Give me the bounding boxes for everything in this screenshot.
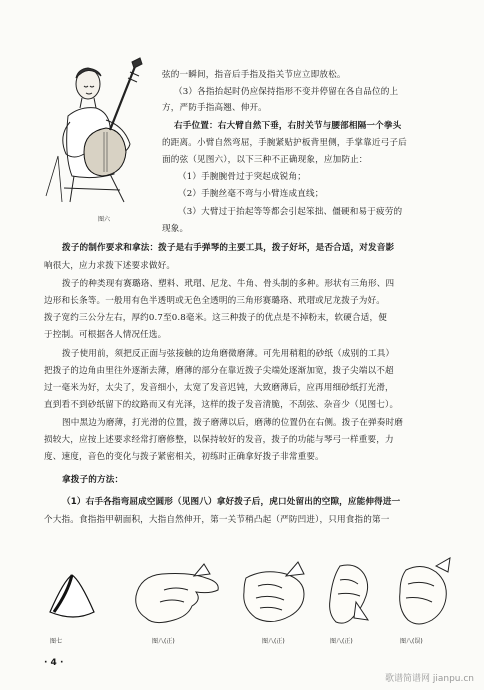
text-line: 方，严防手指高翘、伸开。 [162, 103, 267, 113]
figure-8d-caption: 图八(误) [400, 638, 423, 645]
text-line: 拨子的制作要求和拿法：拨子是右手弹琴的主要工具，拨子好坏，是否合适，对发音影 [62, 243, 395, 253]
text-line: 直到看不到砂纸留下的纹路而又有光泽，这样的拨子发音清脆，不刮弦、杂音少（见图七）。 [44, 400, 399, 410]
text-line: 边形和长条等。一般用有色半透明或无色全透明的三角形赛璐珞、玳瑁或尼龙拨子为好。 [44, 296, 386, 306]
text-line: 拨子宽约三公分左右，厚约0.7至0.8毫米。这三种拨子的优点是不掉粉末，软硬合适，便 [44, 313, 388, 323]
figure-row [30, 552, 470, 644]
hand-holding-pick-wrong [392, 556, 462, 636]
text-line: 度、速度，音色的变化与拨子紧密相关，初练时正确拿好拨子非常重要。 [44, 452, 324, 462]
text-line: 把拨子的边角由里往外逐渐去薄，磨薄的部分在靠近拨子尖端处逐渐加宽，拨子尖端以不超 [44, 366, 394, 376]
text-line: （1）右手各指弯屈成空圆形（见图八）拿好拨子后，虎口处留出的空隙，应能伸得进一 [62, 497, 401, 507]
text-line: （1）手腕腕骨过于突起成锐角； [178, 172, 307, 182]
text-line: 拿拨子的方法： [62, 475, 124, 485]
text-line: 面的弦（见图六），以下三种不正确现象，应加防止： [162, 155, 368, 165]
figure-8a-caption: 图八(正) [152, 638, 175, 645]
figure-6-pipa-player [44, 56, 156, 206]
figure-8c-caption: 图八(正) [330, 638, 353, 645]
text-line: 的距离。小臂自然弯屈，手腕紧贴护板背里侧，手掌靠近弓子后 [162, 138, 407, 148]
text-line: （3）大臂过于抬起等等都会引起笨拙、僵硬和易于疲劳的 [178, 207, 403, 217]
hand-holding-pick-2 [234, 556, 318, 632]
text-line: （2）手腕丝毫不弯与小臂连成直线； [178, 189, 324, 199]
text-line: 弦的一瞬间，指音后手指及指关节应立即放松。 [162, 70, 346, 80]
text-line: 拨子的种类现有赛璐珞、塑料、玳瑁、尼龙、牛角、骨头制的多种。形状有三角形、四 [62, 279, 395, 289]
text-line: 损较大，应按上述要求经常打磨修整，以保持较好的发音，拨子的功能与琴弓一样重要，力 [44, 435, 394, 445]
text-line: 个大指。食指指甲朝面积，大指自然伸开，第一关节稍凸起（严防凹进），只用食指的第一 [44, 515, 390, 525]
hand-holding-pick-1 [130, 556, 226, 632]
watermark: 歌谱简谱网 jianpu.cn [384, 674, 474, 684]
text-line: 图中黑边为磨薄，打光滑的位置，拨子磨薄以后，磨薄的位置仍在右侧。拨子在弹奏时磨 [62, 418, 404, 428]
page-number: · 4 · [44, 658, 64, 668]
pipa-player-illustration [44, 56, 156, 206]
text-line: 拨子使用前，须把反正面与弦接触的边角磨微磨薄。可先用稍粗的砂纸（成别的工具） [62, 349, 395, 359]
text-line: （3）各指抬起时仍应保持指形不变并停留在各自品位的上 [174, 87, 399, 97]
figure-7-caption: 图七 [50, 638, 63, 645]
text-line: 响很大，应力求拨下述要求做好。 [44, 261, 176, 271]
hand-holding-pick-3 [320, 556, 386, 636]
figure-6-caption: 图六 [98, 216, 111, 223]
text-line: 右手位置：右大臂自然下垂，右肘关节与腰部相隔一个拳头 [174, 121, 402, 131]
text-line: 于控制。可根据各人情况任选。 [44, 330, 167, 340]
text-line: 现象。 [162, 224, 189, 234]
triangle-pick-illustration [44, 572, 100, 622]
figure-8b-caption: 图八(正) [262, 638, 285, 645]
text-line: 过一毫米为好，太尖了，发音细小，太宽了发音迟钝，大致磨薄后，应再用细砂纸打光滑， [44, 383, 394, 393]
